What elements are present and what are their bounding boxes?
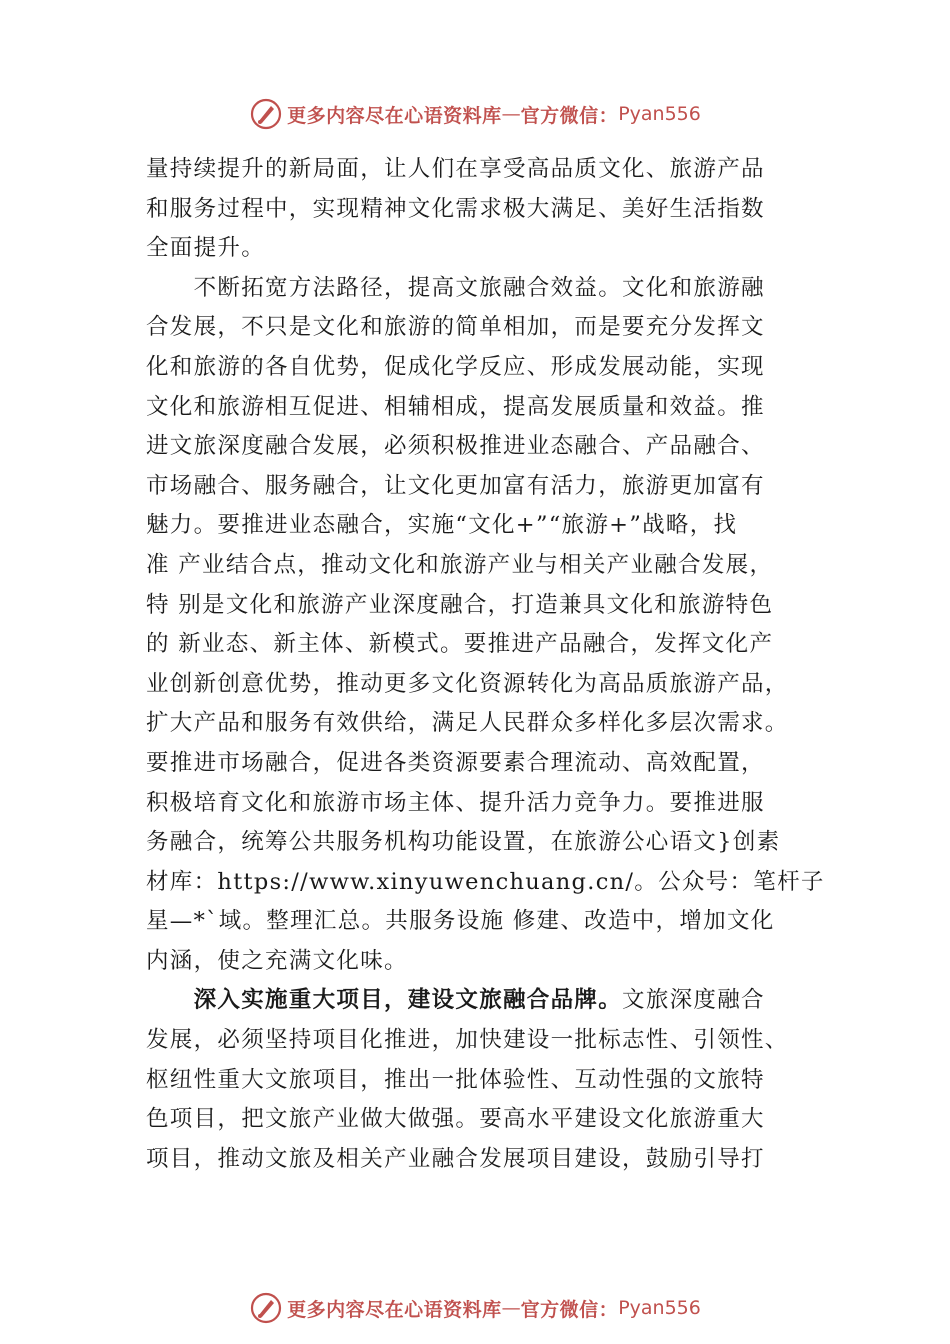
document-body [146,150,846,1179]
body-line: 星—*`域。整理汇总。共服务设施 修建、改造中，增加文化 [146,908,775,935]
body-line: 材库：https://www.xinyuwenchuang.cn/。公众号：笔杆子 [146,868,825,895]
body-line: 合发展，不只是文化和旅游的简单相加，而是要充分发挥文 [146,314,765,341]
body-line: 魅力。要推进业态融合，实施“文化+”“旅游+”战略，找 [146,512,738,539]
header-banner-text: 更多内容尽在心语资料库 [287,104,502,127]
body-line: 内涵，使之充满文化味。 [146,947,408,974]
footer-banner-handle: Pyan556 [618,1297,701,1319]
body-line: 和服务过程中，实现精神文化需求极大满足、美好生活指数 [146,195,765,222]
body-line: 积极培育文化和旅游市场主体、提升活力竞争力。要推进服 [146,789,765,816]
body-line: 扩大产品和服务有效供给，满足人民群众多样化多层次需求。 [146,710,789,737]
body-line: 市场融合、服务融合，让文化更加富有活力，旅游更加富有 [146,472,765,499]
body-line: 色项目，把文旅产业做大做强。要高水平建设文化旅游重大 [146,1106,765,1133]
pen-nib-seal-icon [249,97,283,131]
body-line: 特 别是文化和旅游产业深度融合，打造兼具文化和旅游特色 [146,591,774,618]
footer-banner-dash: — [501,1297,521,1319]
body-line: 务融合，统筹公共服务机构功能设置，在旅游公心语文}创素 [146,829,781,856]
body-line: 进文旅深度融合发展，必须积极推进业态融合、产品融合、 [146,433,765,460]
body-line: 要推进市场融合，促进各类资源要素合理流动、高效配置， [146,749,765,776]
header-banner-label: 官方微信： [520,104,619,127]
footer-banner-label: 官方微信： [520,1298,619,1321]
body-line: 全面提升。 [146,235,266,262]
header-banner-dash: — [501,103,521,125]
body-line-with-bold-lead [146,981,846,1021]
pen-nib-seal-icon [249,1291,283,1325]
body-line: 的 新业态、新主体、新模式。要推进产品融合，发挥文化产 [146,631,774,658]
body-line: 准 产业结合点，推动文化和旅游产业与相关产业融合发展， [146,551,774,578]
body-line: 枢纽性重大文旅项目，推出一批体验性、互动性强的文旅特 [146,1066,765,1093]
section-heading-rest: 文旅深度融合 [622,987,765,1014]
header-banner-handle: Pyan556 [618,103,701,125]
body-line: 业创新创意优势，推动更多文化资源转化为高品质旅游产品， [146,670,789,697]
footer-banner-text: 更多内容尽在心语资料库 [287,1298,502,1321]
header-watermark-banner [0,94,950,134]
body-line: 量持续提升的新局面，让人们在享受高品质文化、旅游产品 [146,156,765,182]
body-line: 不断拓宽方法路径，提高文旅融合效益。文化和旅游融 [146,274,765,301]
body-line: 项目，推动文旅及相关产业融合发展项目建设，鼓励引导打 [146,1145,765,1172]
body-line: 发展，必须坚持项目化推进，加快建设一批标志性、引领性、 [146,1027,789,1054]
body-line: 文化和旅游相互促进、相辅相成，提高发展质量和效益。推 [146,393,765,420]
footer-watermark-banner [0,1288,950,1328]
body-line: 化和旅游的各自优势，促成化学反应、形成发展动能，实现 [146,353,765,380]
section-heading-bold: 深入实施重大项目，建设文旅融合品牌。 [146,987,623,1014]
